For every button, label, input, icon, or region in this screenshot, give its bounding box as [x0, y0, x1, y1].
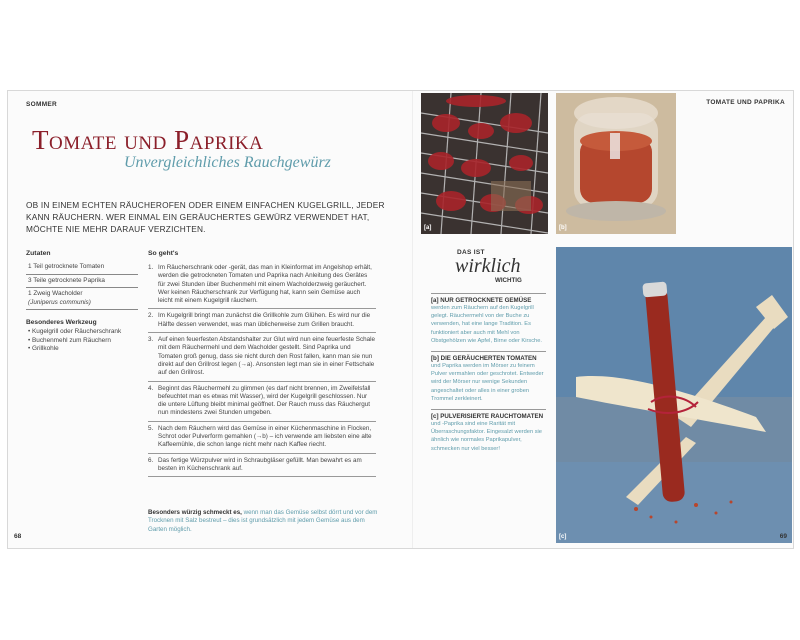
notes-sidebar: [431, 293, 546, 459]
ingredient-text: 1 Zweig Wacholder: [28, 290, 83, 297]
step-item: [148, 385, 376, 422]
step-number: 1.: [148, 264, 154, 271]
page-title: Tomate und Paprika: [32, 125, 264, 155]
step-item: [148, 425, 376, 454]
important-line-3: WICHTIG: [495, 277, 522, 284]
ingredient-latin: (Juniperus communis): [28, 298, 91, 306]
grinder-photo: [556, 93, 676, 234]
tip-text: wenn man das Gemüse selbst dörrt und vor dem Trocknen mit Salz bestreut – dies ist grundsätzlich mit jedem Gemüse aus dem Garten möglich.: [148, 509, 378, 533]
step-text: Im Kugelgrill bringt man zunächst die Grillkohle zum Glühen. Es wird nur die Hälfte dessen verwendet, was man üblicherweise zum Grillen braucht.: [158, 312, 371, 328]
note-heading: [c] PULVERISIERTE RAUCHTOMATEN: [431, 413, 544, 421]
important-line-1: DAS IST: [457, 249, 485, 256]
page-number: 68: [14, 533, 22, 540]
ingredient-item: [26, 275, 138, 289]
tools-heading: Besonderes Werkzeug: [26, 319, 97, 326]
note-block: [431, 409, 546, 453]
step-text: Nach dem Räuchern wird das Gemüse in einer Küchenmaschine in Flocken, Schrot oder Pulverform gemahlen (→b) – ich verwende am liebsten eine alte Kaffeemühle, die schon lange nicht mehr nach Kaffee riecht.: [158, 424, 372, 449]
step-number: 6.: [148, 456, 154, 464]
page-subtitle: Unvergleichliches Rauchgewürz: [124, 154, 331, 171]
tool-item: • Grillkohle: [28, 345, 59, 353]
ingredient-text: 1 Teil getrocknete Tomaten: [28, 263, 105, 270]
tool-item: • Kugelgrill oder Räucherschrank: [28, 328, 122, 335]
step-item: [148, 312, 376, 333]
note-text: und -Paprika sind eine Rarität mit Überraschungsfaktor. Eingesalzt werden sie ähnlich wie normales Paprikapulver, schmecken nur viel besser!: [431, 421, 542, 452]
page-number: 69: [779, 533, 787, 540]
left-page: [8, 91, 413, 548]
important-badge: [453, 249, 543, 289]
ingredients-heading: Zutaten: [26, 250, 51, 257]
tools-list: [28, 328, 138, 354]
note-text: werden zum Räuchern auf den Kugelgrill gelegt. Räuchermehl von der Buche zu verwenden, hat eine lange Tradition. Es funktioniert aber auch mit Mehl von Obstgehölzen wie Apfel, Birne oder Kirsche.: [431, 305, 542, 344]
spice-tube-photo: [556, 247, 792, 543]
right-page: [413, 91, 793, 548]
book-spread: [7, 90, 794, 549]
photo-label-b: [b]: [559, 225, 567, 231]
ingredient-item: [26, 261, 138, 275]
section-label: TOMATE UND PAPRIKA: [706, 99, 785, 106]
step-text: Beginnt das Räuchermehl zu glimmen (es darf nicht brennen, im Zweifelsfall befeuchtet man es etwas mit Wasser), wird der Kugelgrill geschlossen. Nur die untere Lüftung bleibt minimal geöffnet. Der Rauch muss das Räuchergut nun mindestens zwei Stunden umgeben.: [158, 384, 371, 417]
note-block: [431, 293, 546, 345]
ingredients-list: [26, 261, 138, 310]
tool-item: • Buchenmehl zum Räuchern: [28, 336, 111, 344]
step-text: Auf einen feuerfesten Abstandshalter zur Glut wird nun eine feuerfeste Schale mit dem Räuchermehl und dem Wacholder gestellt. Sind Paprika und Tomaten groß genug, dass sie nicht durch den Rost fallen, kann man sie nun direkt auf den Grillrost legen (→a). Ansonsten legt man sie in einer Fettschale auf den Grillrost.: [158, 336, 376, 377]
steps-list: [148, 264, 376, 480]
step-item: [148, 457, 376, 478]
step-text: Das fertige Würzpulver wird in Schraubgläser gefüllt. Man bewahrt es am besten im Küchenschrank auf.: [158, 456, 362, 472]
note-heading: [b] DIE GERÄUCHERTEN TOMATEN: [431, 355, 537, 363]
intro-text: OB IN EINEM ECHTEN RÄUCHEROFEN ODER EINEM EINFACHEN KUGELGRILL, JEDER KANN RÄUCHERN. WER EINMAL EIN GERÄUCHERTES GEWÜRZ VERWENDET HAT, MÖCHTE NIE MEHR DARAUF VERZICHTEN.: [26, 200, 385, 234]
note-heading: [a] NUR GETROCKNETE GEMÜSE: [431, 297, 532, 304]
tip-box: [148, 509, 383, 534]
note-block: [431, 351, 546, 403]
important-line-2: wirklich: [455, 255, 521, 277]
grill-photo: [421, 93, 548, 234]
step-number: 5.: [148, 424, 154, 432]
section-label: SOMMER: [26, 101, 58, 108]
step-text: Im Räucherschrank oder -gerät, das man in Kleinformat im Angelshop erhält, werden die getrockneten Tomaten und Paprika nach Anleitung des Gerätes für zwei Stunden über Buchenmehl mit einem Wacholderzweig geräuchert. Wer keinen Räucherschrank zur Verfügung hat, kann sein Gemüse auch leicht mit einem Kugelgrill räuchern.: [158, 264, 372, 305]
ingredient-item: [26, 288, 138, 310]
ingredient-text: 3 Teile getrocknete Paprika: [28, 276, 105, 284]
step-item: [148, 336, 376, 381]
tip-heading: Besonders würzig schmeckt es,: [148, 509, 242, 516]
step-number: 4.: [148, 384, 154, 392]
step-number: 3.: [148, 336, 154, 344]
photo-label-a: [a]: [424, 225, 432, 231]
steps-heading: So geht's: [148, 250, 179, 257]
step-number: 2.: [148, 312, 154, 320]
step-item: [148, 264, 376, 309]
photo-label-c: [c]: [559, 534, 567, 540]
note-text: und Paprika werden im Mörser zu feinem Pulver vermahlen oder geschrotet. Entweder wird der Mörser nur wenige Sekunden angeschaltet oder alles in einer groben Trommel zerkleinert.: [431, 363, 544, 402]
